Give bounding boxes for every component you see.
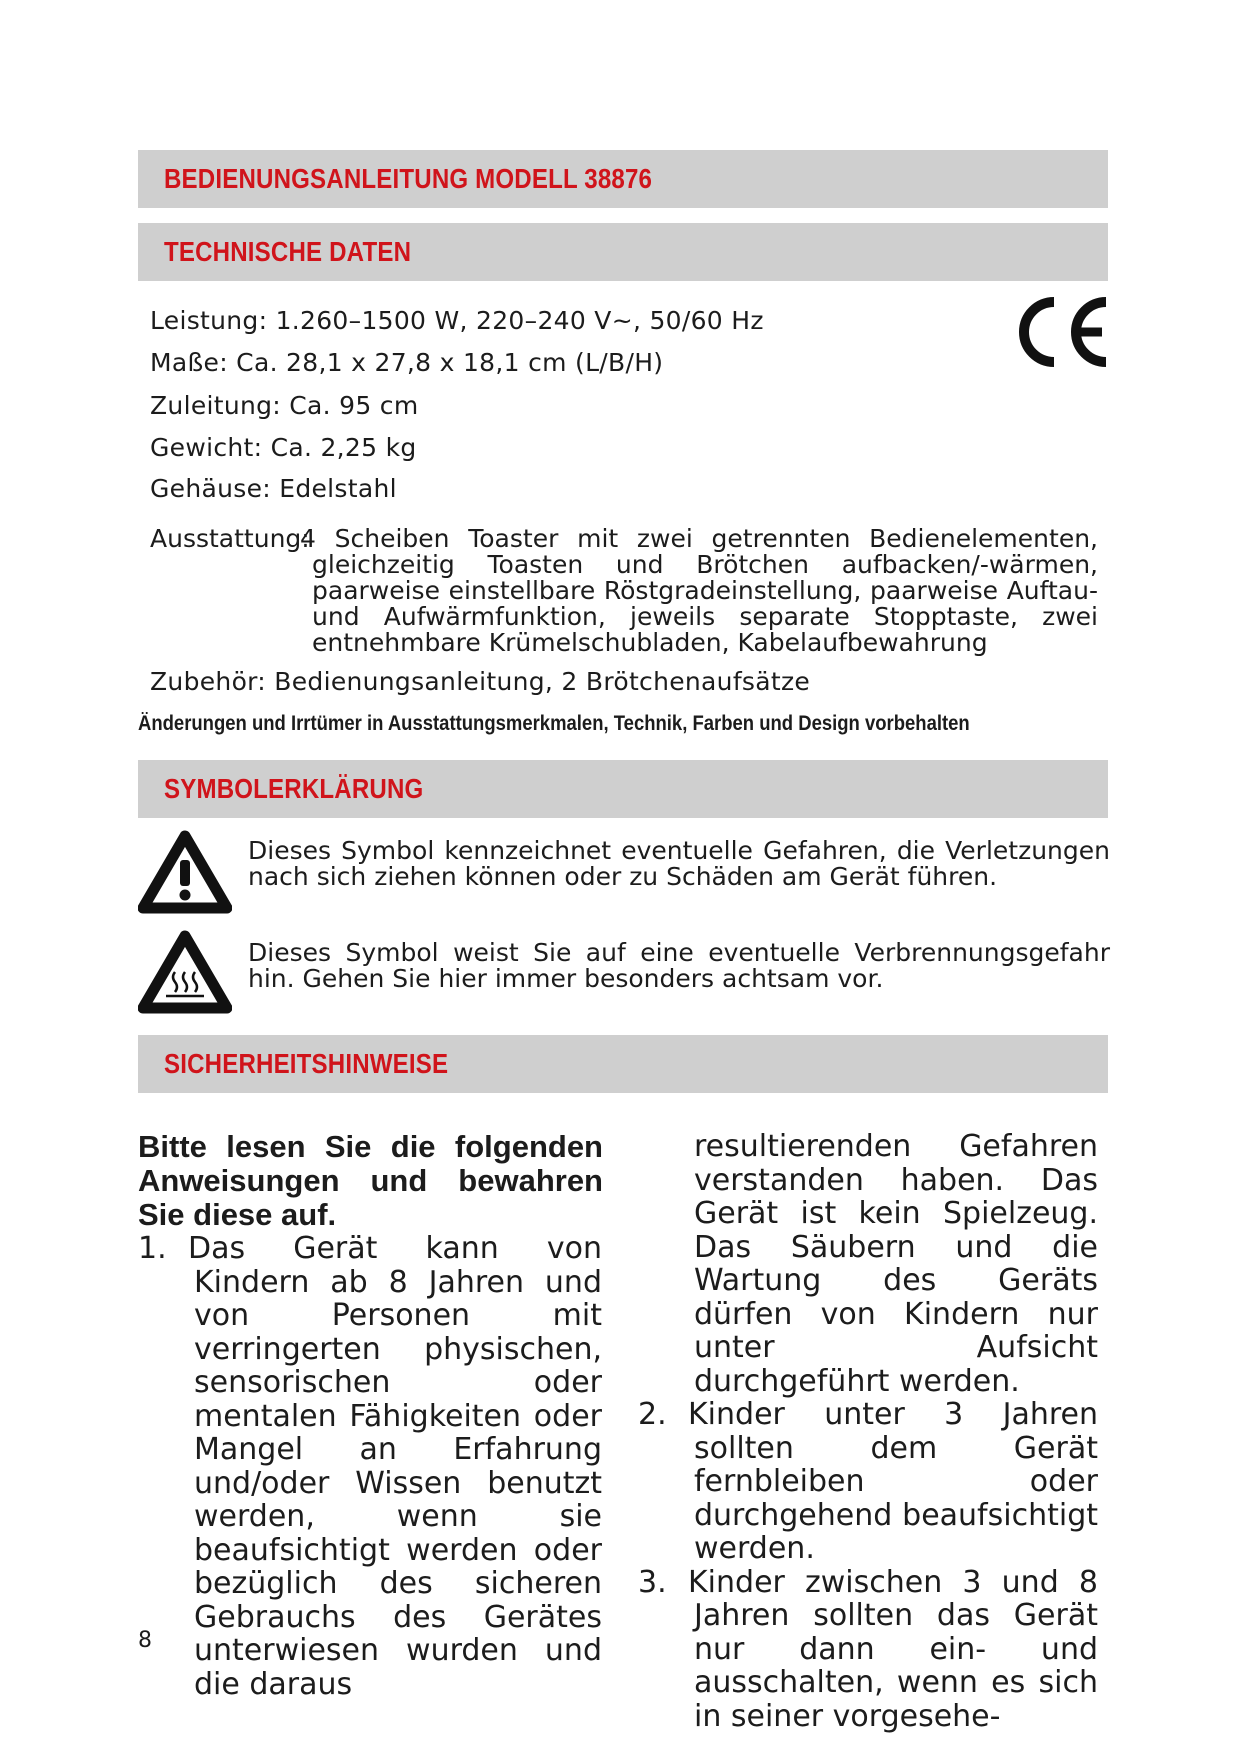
spec-zubehoer: Zubehör: Bedienungsanleitung, 2 Brötchenaufsätze bbox=[150, 667, 811, 696]
disclaimer-note: Änderungen und Irrtümer in Ausstattungsmerkmalen, Technik, Farben und Design vorbehalten bbox=[138, 712, 970, 735]
item-text: Das Gerät kann von Kindern ab 8 Jahren und von Personen mit verringerten physischen, sensorischen oder mentalen Fähigkeiten oder Mangel an Erfahrung und/oder Wissen benutzt werden, wenn sie beaufsichtigt werden oder bezüglich des sicheren Gebrauchs des Gerätes unterwiesen wurden und die daraus bbox=[188, 1231, 602, 1702]
item-number: 1. bbox=[138, 1231, 167, 1266]
safety-column-left bbox=[138, 1232, 602, 1701]
item-text: Kinder unter 3 Jahren sollten dem Gerät fernbleiben oder durchgehend beaufsichtigt werden. bbox=[688, 1397, 1098, 1566]
list-item bbox=[638, 1566, 1098, 1734]
heading-tech bbox=[138, 223, 1108, 281]
heading-symbols bbox=[138, 760, 1108, 818]
heading-safety bbox=[138, 1035, 1108, 1093]
spec-ausstattung bbox=[150, 526, 1098, 656]
heading-manual bbox=[138, 150, 1108, 208]
safety-column-right bbox=[638, 1130, 1098, 1733]
list-item bbox=[138, 1232, 602, 1701]
heading-symbols-text: SYMBOLERKLÄRUNG bbox=[164, 773, 424, 804]
heading-safety-text: SICHERHEITSHINWEISE bbox=[164, 1048, 449, 1079]
item-number: 3. bbox=[638, 1564, 667, 1600]
item-text: Kinder zwischen 3 und 8 Jahren sollten das Gerät nur dann ein- und ausschalten, wenn es sich in seiner vorgesehe- bbox=[688, 1564, 1098, 1734]
spec-masse: Maße: Ca. 28,1 x 27,8 x 18,1 cm (L/B/H) bbox=[150, 348, 664, 377]
spec-ausstattung-label: Ausstattung: bbox=[150, 524, 310, 553]
page-number: 8 bbox=[138, 1628, 152, 1653]
item-number: 2. bbox=[638, 1397, 667, 1432]
ce-mark-icon bbox=[1010, 296, 1108, 372]
heading-tech-text: TECHNISCHE DATEN bbox=[164, 236, 412, 267]
symbol-danger-text: Dieses Symbol kennzeichnet eventuelle Gefahren, die Verletzungen nach sich ziehen können oder zu Schäden am Gerät führen. bbox=[248, 836, 1110, 891]
safety-lead: Bitte lesen Sie die folgenden Anweisungen und bewahren Sie diese auf. bbox=[138, 1129, 603, 1232]
spec-ausstattung-value: 4 Scheiben Toaster mit zwei getrennten Bedienelementen, gleichzeitig Toasten und Brötchen aufbacken/-wärmen, paarweise einstellbare Röstgradeinstellung, paarweise Auftau- und Aufwärmfunktion, jeweils separate Stopptaste, zwei entnehmbare Krümelschubladen, Kabelaufbewahrung bbox=[300, 524, 1098, 657]
symbol-burn-text: Dieses Symbol weist Sie auf eine eventuelle Verbrennungsgefahr hin. Gehen Sie hier immer besonders achtsam vor. bbox=[248, 938, 1110, 993]
heading-manual-text: BEDIENUNGSANLEITUNG MODELL 38876 bbox=[164, 163, 653, 194]
spec-leistung: Leistung: 1.260–1500 W, 220–240 V~, 50/60 Hz bbox=[150, 306, 764, 335]
spec-gewicht: Gewicht: Ca. 2,25 kg bbox=[150, 433, 417, 462]
list-item bbox=[638, 1398, 1098, 1566]
warning-triangle-icon bbox=[138, 830, 232, 918]
spec-gehaeuse: Gehäuse: Edelstahl bbox=[150, 474, 397, 503]
hot-surface-icon bbox=[138, 930, 232, 1018]
spec-zuleitung: Zuleitung: Ca. 95 cm bbox=[150, 391, 419, 420]
item-continuation-text: resultierenden Gefahren verstanden haben. Das Gerät ist kein Spielzeug. Das Säubern und die Wartung des Geräts dürfen von Kindern nur unter Aufsicht durchgeführt werden. bbox=[694, 1129, 1098, 1399]
